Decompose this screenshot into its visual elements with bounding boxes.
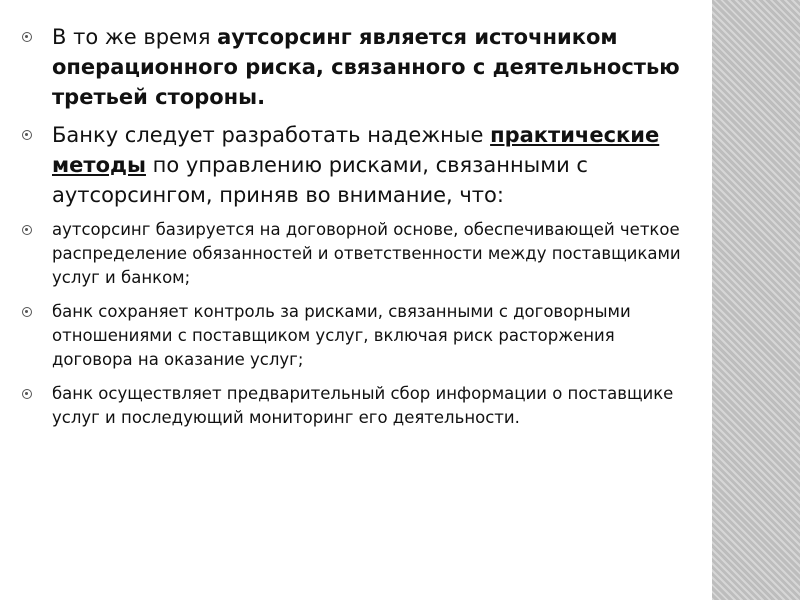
side-decorative-band [712,0,800,600]
sub-bullet-item-monitoring [20,382,696,430]
bullet-item-practical-methods [20,120,696,210]
bullet-lead-text: Банку следует разработать надежные [52,123,491,147]
sub-bullet-item-contract-basis [20,218,696,290]
bullet-item-outsourcing-risk [20,22,696,112]
circle-dot-bullet-icon [22,32,32,42]
bullet-tail-text: по управлению рисками, связанными с аутсорсингом, приняв во внимание, что: [52,153,588,207]
sub-bullet-item-risk-control [20,300,696,372]
sub-bullet-text: аутсорсинг базируется на договорной основе, обеспечивающей четкое распределение обязанностей и ответственности между поставщиками услуг и банком; [52,220,681,287]
bullet-underlined-text: практические методы [52,123,660,177]
sub-bullet-text: банк осуществляет предварительный сбор информации о поставщике услуг и последующий мониторинг его деятельности. [52,384,674,427]
sub-bullet-text: банк сохраняет контроль за рисками, связанными с договорными отношениями с поставщиком услуг, включая риск расторжения договора на оказание услуг; [52,302,631,369]
circle-dot-bullet-icon [22,307,32,317]
circle-dot-bullet-icon [22,130,32,140]
bullet-bold-text: аутсорсинг является источником операционного риска, связанного с деятельностью третьей стороны. [52,25,680,109]
circle-dot-bullet-icon [22,389,32,399]
bullet-lead-text: В то же время [52,25,218,49]
circle-dot-bullet-icon [22,225,32,235]
slide-content [20,22,696,440]
